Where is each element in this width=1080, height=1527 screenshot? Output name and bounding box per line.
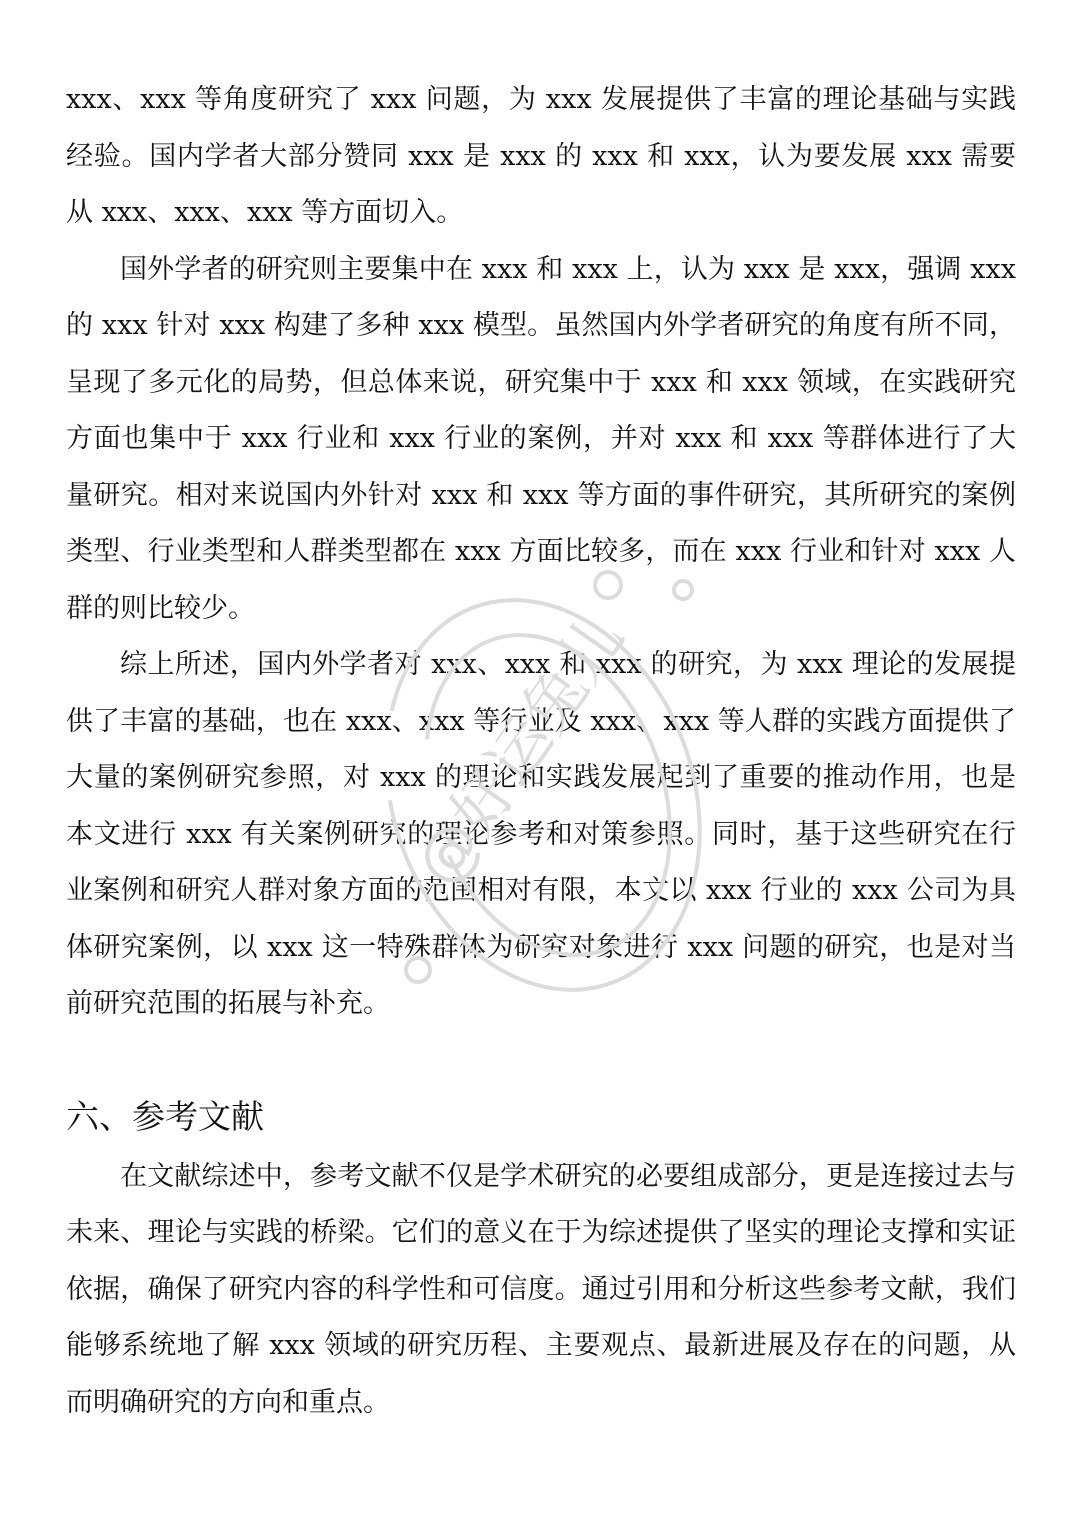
paragraph-foreign-research: 国外学者的研究则主要集中在 xxx 和 xxx 上，认为 xxx 是 xxx，强调 xxx 的 xxx 针对 xxx 构建了多种 xxx 模型。虽然国内外学者研究的角度有所不同，呈现了多元化的局势，但总体来说，研究集中于 xxx 和 xxx 领域，在实践研究方面也集中于 xxx 行业和 xxx 行业的案例，并对 xxx 和 xxx 等群体进行了大量研究。相对来说国内外针对 xxx 和 xxx 等方面的事件研究，其所研究的案例类型、行业类型和人群类型都在 xxx 方面比较多，而在 xxx 行业和针对 xxx 人群的则比较少。 [66, 253, 1016, 624]
section-heading-references: 六、参考文献 [66, 1096, 264, 1136]
document-page [66, 72, 1016, 1431]
paragraph-continued: xxx、xxx 等角度研究了 xxx 问题，为 xxx 发展提供了丰富的理论基础与实践经验。国内学者大部分赞同 xxx 是 xxx 的 xxx 和 xxx，认为要发展 xxx 需要从 xxx、xxx、xxx 等方面切入。 [66, 84, 1016, 228]
watermark-text: @好运兔儿 [400, 602, 639, 899]
paragraph-summary: 综上所述，国内外学者对 xxx、xxx 和 xxx 的研究，为 xxx 理论的发展提供了丰富的基础，也在 xxx、xxx 等行业及 xxx、xxx 等人群的实践方面提供了大量的案例研究参照，对 xxx 的理论和实践发展起到了重要的推动作用，也是本文进行 xxx 有关案例研究的理论参考和对策参照。同时，基于这些研究在行业案例和研究人群对象方面的范围相对有限，本文以 xxx 行业的 xxx 公司为具体研究案例，以 xxx 这一特殊群体为研究对象进行 xxx 问题的研究，也是对当前研究范围的拓展与补充。 [66, 649, 1016, 1019]
paragraph-references-intro: 在文献综述中，参考文献不仅是学术研究的必要组成部分，更是连接过去与未来、理论与实践的桥梁。它们的意义在于为综述提供了坚实的理论支撑和实证依据，确保了研究内容的科学性和可信度。通过引用和分析这些参考文献，我们能够系统地了解 xxx 领域的研究历程、主要观点、最新进展及存在的问题，从而明确研究的方向和重点。 [66, 1160, 1016, 1418]
